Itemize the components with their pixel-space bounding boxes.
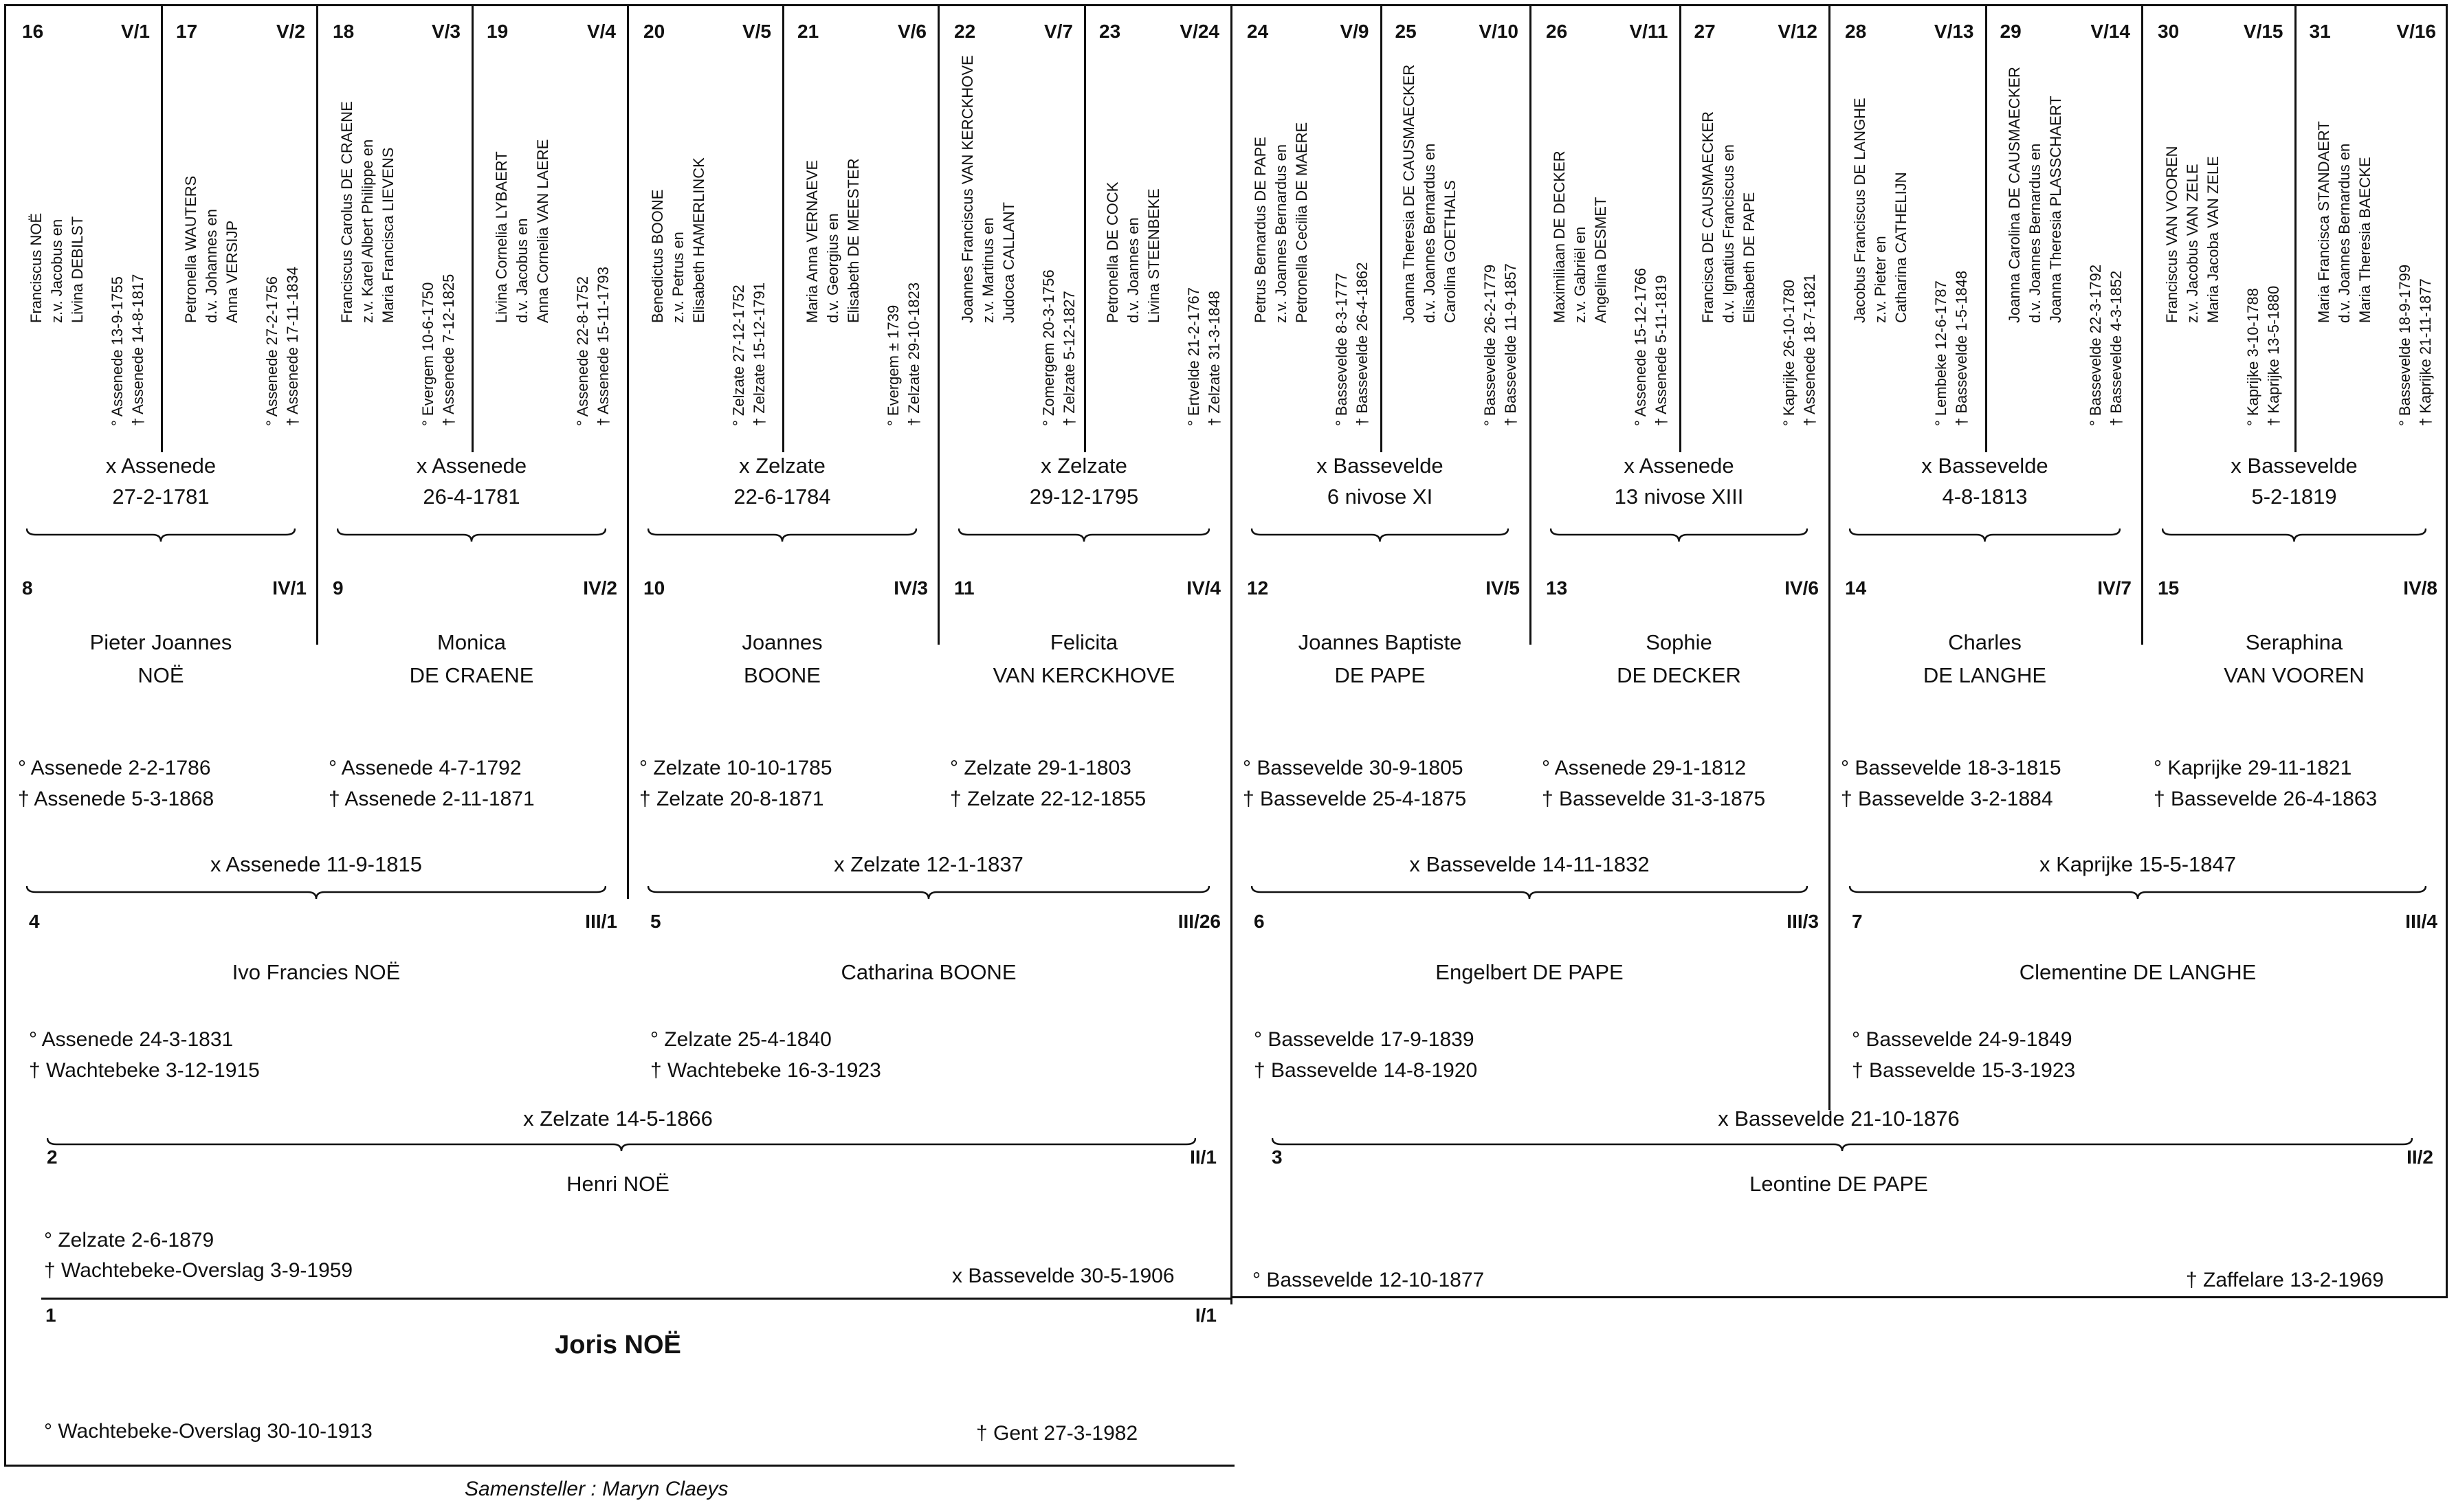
marriage-brace <box>26 528 296 543</box>
marriage-brace <box>1849 885 2426 900</box>
half-divider <box>1985 5 1987 452</box>
ancestor-life-event: † Assenede 14-8-1817 <box>129 274 147 426</box>
ancestor-code: IV/7 <box>2097 577 2132 599</box>
proband-number: 1 <box>45 1304 56 1326</box>
ancestor-number: 23 <box>1099 21 1121 42</box>
ancestor-surname: DE DECKER <box>1617 663 1741 687</box>
ancestor-death: † Bassevelde 31-3-1875 <box>1542 788 1766 810</box>
ancestor-number: 21 <box>797 21 819 42</box>
ancestor-life-event: † Assenede 17-11-1834 <box>283 267 301 426</box>
ancestor-code: V/16 <box>2396 21 2436 42</box>
ancestor-name-line: Elisabeth DE MEESTER <box>844 158 862 323</box>
ancestor-number: 19 <box>487 21 509 42</box>
marriage-date: 6 nivose XI <box>1327 485 1433 509</box>
ancestor-code: V/24 <box>1180 21 1219 42</box>
ancestor-life-event: ° Ertvelde 21-2-1767 <box>1185 287 1203 426</box>
ancestor-code: V/12 <box>1778 21 1817 42</box>
ancestor-name-line: Anna VERSIJP <box>223 220 241 323</box>
ancestor-code: III/3 <box>1786 911 1819 932</box>
ancestor-name-line: z.v. Gabriël en <box>1571 226 1589 323</box>
ancestor-life-event: ° Assenede 15-12-1766 <box>1632 267 1650 426</box>
ancestor-death: † Bassevelde 25-4-1875 <box>1243 788 1467 810</box>
ancestor-code: III/4 <box>2405 911 2437 932</box>
marriage-event: x Assenede 11-9-1815 <box>210 852 422 876</box>
ancestor-number: 27 <box>1694 21 1716 42</box>
column-divider <box>938 5 940 645</box>
ancestor-first-name: Felicita <box>1050 630 1118 654</box>
ancestor-life-event: † Zelzate 31-3-1848 <box>1206 291 1224 426</box>
ancestor-name-line: Livina Cornelia LYBAERT <box>492 151 510 323</box>
ancestor-name-line: Catharina CATHELIJN <box>1892 172 1910 323</box>
frame-top <box>4 4 2448 6</box>
ancestor-life-event: † Kaprijke 21-11-1877 <box>2416 278 2434 426</box>
ancestor-name-line: Franciscus Carolus DE CRAENE <box>338 101 356 323</box>
ancestor-code: IV/6 <box>1784 577 1819 599</box>
ancestor-surname: DE LANGHE <box>1923 663 2047 687</box>
marriage-place: x Bassevelde <box>1921 454 2048 478</box>
proband-birth: ° Wachtebeke-Overslag 30-10-1913 <box>44 1420 373 1443</box>
compiler-credit: Samensteller : Maryn Claeys <box>465 1478 729 1500</box>
ancestor-name-line: Maximiliaan DE DECKER <box>1551 151 1569 323</box>
ancestor-number: 7 <box>1852 911 1863 932</box>
ancestor-name-line: z.v. Joannes Bernardus en <box>1272 144 1290 323</box>
ancestor-name-line: d.v. Johannes en <box>202 209 220 323</box>
ancestor-number: 15 <box>2158 577 2180 599</box>
ancestor-number: 2 <box>47 1146 58 1168</box>
ancestor-life-event: † Zelzate 15-12-1791 <box>751 282 768 426</box>
proband-code: I/1 <box>1195 1304 1217 1326</box>
ancestor-surname: BOONE <box>744 663 821 687</box>
ancestor-number: 31 <box>2309 21 2331 42</box>
ancestor-name-line: Petronella WAUTERS <box>181 175 199 323</box>
ancestor-death: † Bassevelde 14-8-1920 <box>1254 1059 1478 1082</box>
frame-left <box>4 4 6 1467</box>
ancestor-first-name: Charles <box>1948 630 2022 654</box>
ancestor-name-line: d.v. Joannes Bernardus en <box>2335 143 2353 323</box>
ancestor-first-name: Pieter Joannes <box>89 630 232 654</box>
half-divider <box>782 5 784 452</box>
marriage-event: x Bassevelde 14-11-1832 <box>1409 852 1650 876</box>
ancestor-name-line: Elisabeth DE PAPE <box>1740 192 1758 323</box>
ancestor-surname: NOË <box>137 663 184 687</box>
marriage-brace <box>648 528 917 543</box>
ancestor-name-line: Livina DEBILST <box>69 216 87 323</box>
ancestor-number: 22 <box>954 21 976 42</box>
ancestor-life-event: ° Zomergem 20-3-1756 <box>1039 269 1057 426</box>
ancestor-number: 16 <box>22 21 44 42</box>
ancestor-number: 11 <box>954 577 975 599</box>
marriage-brace <box>1272 1137 2413 1153</box>
marriage-brace <box>1849 528 2121 543</box>
ancestor-death: † Bassevelde 3-2-1884 <box>1841 788 2053 810</box>
ancestor-birth: ° Bassevelde 18-3-1815 <box>1841 757 2061 779</box>
ancestor-name-line: z.v. Petrus en <box>670 232 687 323</box>
ancestor-name-line: Francisca DE CAUSMAECKER <box>1699 111 1717 323</box>
half-divider <box>1084 5 1086 452</box>
ancestor-code: III/1 <box>585 911 617 932</box>
ancestor-birth: ° Zelzate 25-4-1840 <box>650 1028 832 1051</box>
ancestor-number: 14 <box>1845 577 1867 599</box>
ancestor-life-event: ° Bassevelde 18-9-1799 <box>2396 264 2413 426</box>
ancestor-first-name: Joannes Baptiste <box>1298 630 1462 654</box>
ancestor-life-event: ° Kaprijke 26-10-1780 <box>1780 279 1798 426</box>
ancestor-name-line: Petronella Cecilia DE MAERE <box>1293 122 1311 323</box>
ancestor-life-event: † Zelzate 29-10-1823 <box>905 282 922 426</box>
ancestor-name-line: z.v. Jacobus VAN ZELE <box>2183 164 2201 323</box>
ancestor-birth: ° Assenede 4-7-1792 <box>329 757 522 779</box>
ancestor-life-event: ° Bassevelde 26-2-1779 <box>1481 264 1499 426</box>
ancestor-surname: DE CRAENE <box>409 663 534 687</box>
ancestor-code: V/15 <box>2243 21 2283 42</box>
ancestor-name-line: Jacobus Franciscus DE LANGHE <box>1850 98 1868 323</box>
ancestor-death: † Zelzate 22-12-1855 <box>950 788 1147 810</box>
marriage-brace <box>1251 528 1509 543</box>
ancestor-death: † Wachtebeke-Overslag 3-9-1959 <box>44 1259 353 1282</box>
ancestor-name-line: Maria Francisca STANDAERT <box>2314 121 2332 323</box>
column-divider <box>1828 893 1830 1110</box>
ancestor-name-line: Joanna Carolina DE CAUSMAECKER <box>2006 67 2024 323</box>
ancestor-life-event: † Bassevelde 26-4-1862 <box>1353 262 1371 426</box>
gen1-separator <box>41 1298 1230 1300</box>
ancestor-name-line: d.v. Joannes Bernardus en <box>2026 143 2044 323</box>
column-divider <box>316 5 318 645</box>
ancestor-name: Clementine DE LANGHE <box>2019 960 2257 984</box>
ancestor-name-line: Joanna Theresia DE CAUSMAECKER <box>1400 64 1418 323</box>
ancestor-code: V/14 <box>2090 21 2130 42</box>
ancestor-code: V/6 <box>897 21 927 42</box>
ancestor-name: Henri NOË <box>566 1172 670 1196</box>
ancestor-code: IV/3 <box>894 577 928 599</box>
ancestor-first-name: Joannes <box>742 630 823 654</box>
ancestor-name-line: Joannes Franciscus VAN KERCKHOVE <box>958 55 976 323</box>
ancestor-name-line: Petrus Bernardus DE PAPE <box>1252 136 1270 323</box>
marriage-place: x Assenede <box>1624 454 1734 478</box>
ancestor-surname: DE PAPE <box>1334 663 1426 687</box>
ancestor-name-line: d.v. Georgius en <box>823 213 841 323</box>
ancestor-birth: ° Bassevelde 12-10-1877 <box>1252 1269 1485 1291</box>
ancestor-name-line: Maria Theresia BAECKE <box>2356 157 2374 323</box>
half-divider <box>472 5 474 452</box>
ancestor-name-line: Joanna Theresia PLASSCHAERT <box>2047 96 2065 323</box>
ancestor-number: 6 <box>1254 911 1265 932</box>
ancestor-code: III/26 <box>1177 911 1221 932</box>
ancestor-number: 18 <box>333 21 355 42</box>
ancestor-number: 25 <box>1395 21 1417 42</box>
ancestor-code: V/4 <box>586 21 616 42</box>
marriage-date: 4-8-1813 <box>1942 485 2028 509</box>
ancestor-life-event: ° Bassevelde 8-3-1777 <box>1333 273 1351 426</box>
ancestor-number: 20 <box>643 21 665 42</box>
ancestor-name-line: Franciscus VAN VOOREN <box>2162 146 2180 323</box>
ancestor-name-line: d.v. Joannes Bernardus en <box>1421 143 1439 323</box>
marriage-place: x Zelzate <box>1041 454 1127 478</box>
ancestor-life-event: ° Assenede 22-8-1752 <box>573 276 591 426</box>
ancestor-birth: ° Bassevelde 30-9-1805 <box>1243 757 1463 779</box>
ancestor-death: † Assenede 2-11-1871 <box>329 788 535 810</box>
ancestor-number: 5 <box>650 911 661 932</box>
ancestor-name-line: Benedictus BOONE <box>649 189 667 323</box>
ancestor-name-line: Judoca CALLANT <box>999 201 1017 323</box>
ancestor-name-line: z.v. Pieter en <box>1871 236 1889 323</box>
ancestor-birth: ° Zelzate 10-10-1785 <box>639 757 832 779</box>
proband-name: Joris NOË <box>555 1331 681 1359</box>
ancestor-birth: ° Assenede 24-3-1831 <box>29 1028 234 1051</box>
ancestor-death: † Wachtebeke 16-3-1923 <box>650 1059 881 1082</box>
ancestor-first-name: Monica <box>437 630 506 654</box>
ancestor-code: V/9 <box>1340 21 1369 42</box>
half-divider <box>1380 5 1382 452</box>
ancestor-number: 3 <box>1272 1146 1283 1168</box>
marriage-brace <box>1251 885 1808 900</box>
ancestor-name-line: Maria Francisca LIEVENS <box>379 147 397 323</box>
ancestor-death: † Bassevelde 15-3-1923 <box>1852 1059 2076 1082</box>
ancestor-code: V/11 <box>1629 21 1668 42</box>
marriage-event: x Kaprijke 15-5-1847 <box>2039 852 2237 876</box>
ancestor-marriage: x Bassevelde 30-5-1906 <box>952 1265 1175 1287</box>
half-divider <box>161 5 163 452</box>
ancestor-death: † Zaffelare 13-2-1969 <box>2186 1269 2384 1291</box>
ancestor-name: Engelbert DE PAPE <box>1435 960 1624 984</box>
ancestor-code: IV/4 <box>1186 577 1221 599</box>
marriage-event: x Zelzate 12-1-1837 <box>834 852 1024 876</box>
ancestor-surname: VAN KERCKHOVE <box>993 663 1175 687</box>
ancestor-code: V/2 <box>276 21 305 42</box>
column-divider <box>2141 5 2143 645</box>
ancestor-life-event: † Assenede 5-11-1819 <box>1652 275 1670 426</box>
ancestor-name: Ivo Francies NOË <box>232 960 401 984</box>
ancestor-number: 24 <box>1247 21 1269 42</box>
ancestor-number: 13 <box>1546 577 1568 599</box>
ancestor-life-event: ° Kaprijke 3-10-1788 <box>2244 288 2261 426</box>
ancestor-number: 4 <box>29 911 40 932</box>
ancestor-life-event: † Bassevelde 11-9-1857 <box>1502 263 1520 426</box>
ancestor-life-event: ° Zelzate 27-12-1752 <box>730 285 748 426</box>
ancestor-life-event: ° Evergem 10-6-1750 <box>419 282 437 426</box>
ancestor-death: † Assenede 5-3-1868 <box>18 788 214 810</box>
ancestor-number: 26 <box>1546 21 1568 42</box>
ancestor-name-line: z.v. Karel Albert Philippe en <box>359 139 377 323</box>
ancestor-name-line: d.v. Joannes en <box>1125 217 1142 323</box>
ancestor-number: 9 <box>333 577 344 599</box>
marriage-place: x Zelzate <box>739 454 826 478</box>
marriage-event: x Bassevelde 21-10-1876 <box>1718 1107 1960 1131</box>
ancestor-birth: ° Assenede 2-2-1786 <box>18 757 211 779</box>
ancestor-name-line: Livina STEENBEKE <box>1145 188 1163 323</box>
ancestor-number: 12 <box>1247 577 1269 599</box>
half-divider <box>1679 5 1681 452</box>
marriage-date: 5-2-1819 <box>2251 485 2337 509</box>
ancestor-death: † Wachtebeke 3-12-1915 <box>29 1059 260 1082</box>
marriage-brace <box>958 528 1210 543</box>
ancestor-code: IV/2 <box>583 577 617 599</box>
ancestor-life-event: † Assenede 15-11-1793 <box>594 267 612 426</box>
ancestor-code: V/13 <box>1934 21 1974 42</box>
ancestor-life-event: ° Lembeke 12-6-1787 <box>1932 280 1949 426</box>
ancestor-code: IV/1 <box>272 577 307 599</box>
ancestor-code: V/5 <box>742 21 771 42</box>
ancestor-code: V/10 <box>1479 21 1518 42</box>
ancestor-number: 29 <box>2000 21 2022 42</box>
marriage-place: x Assenede <box>105 454 217 478</box>
marriage-place: x Bassevelde <box>2231 454 2358 478</box>
ancestor-number: 8 <box>22 577 33 599</box>
ancestor-code: IV/5 <box>1485 577 1520 599</box>
ancestor-life-event: ° Assenede 27-2-1756 <box>263 276 280 426</box>
ancestor-first-name: Sophie <box>1646 630 1712 654</box>
half-divider <box>2294 5 2297 452</box>
marriage-date: 13 nivose XIII <box>1614 485 1744 509</box>
ancestor-birth: ° Assenede 29-1-1812 <box>1542 757 1747 779</box>
ancestor-name-line: Anna Cornelia VAN LAERE <box>533 139 551 323</box>
ancestor-code: V/1 <box>120 21 150 42</box>
ancestor-name-line: d.v. Jacobus en <box>513 218 531 323</box>
marriage-place: x Assenede <box>416 454 527 478</box>
proband-death: † Gent 27-3-1982 <box>976 1422 1138 1445</box>
marriage-event: x Zelzate 14-5-1866 <box>523 1107 713 1131</box>
ancestor-number: 10 <box>643 577 665 599</box>
marriage-brace <box>337 528 606 543</box>
marriage-date: 22-6-1784 <box>733 485 831 509</box>
ancestor-name-line: z.v. Jacobus en <box>48 219 66 323</box>
ancestor-life-event: † Assenede 7-12-1825 <box>440 274 458 426</box>
ancestor-name-line: Maria Anna VERNAEVE <box>803 159 821 323</box>
frame-bottom-right <box>1230 1296 2448 1298</box>
marriage-brace <box>648 885 1210 900</box>
ancestor-life-event: † Kaprijke 13-5-1880 <box>2264 285 2282 426</box>
ancestor-life-event: ° Evergem ± 1739 <box>884 304 902 426</box>
ancestor-life-event: † Bassevelde 1-5-1848 <box>1952 270 1970 426</box>
ancestor-life-event: ° Bassevelde 22-3-1792 <box>2087 264 2105 426</box>
ancestor-life-event: † Bassevelde 4-3-1852 <box>2107 270 2125 426</box>
marriage-brace <box>1550 528 1808 543</box>
ancestor-birth: ° Kaprijke 29-11-1821 <box>2154 757 2352 779</box>
marriage-date: 29-12-1795 <box>1029 485 1139 509</box>
ancestor-name-line: Maria Jacoba VAN ZELE <box>2204 156 2222 323</box>
ancestor-name-line: Franciscus NOË <box>27 212 45 323</box>
ancestor-life-event: ° Assenede 13-9-1755 <box>109 276 126 426</box>
ancestor-code: V/3 <box>431 21 461 42</box>
marriage-brace <box>47 1137 1196 1153</box>
marriage-date: 26-4-1781 <box>423 485 520 509</box>
ancestor-death: † Zelzate 20-8-1871 <box>639 788 824 810</box>
ancestor-birth: ° Zelzate 29-1-1803 <box>950 757 1131 779</box>
marriage-brace <box>26 885 606 900</box>
ancestor-name: Leontine DE PAPE <box>1749 1172 1928 1196</box>
ancestor-code: IV/8 <box>2403 577 2437 599</box>
ancestor-code: V/7 <box>1043 21 1073 42</box>
ancestor-name-line: d.v. Ignatius Franciscus en <box>1720 144 1738 323</box>
ancestor-death: † Bassevelde 26-4-1863 <box>2154 788 2378 810</box>
marriage-place: x Bassevelde <box>1316 454 1443 478</box>
ancestor-name-line: Elisabeth HAMERLINCK <box>690 157 708 323</box>
ancestor-life-event: † Assenede 18-7-1821 <box>1801 274 1819 426</box>
ancestor-code: II/2 <box>2407 1146 2433 1168</box>
marriage-date: 27-2-1781 <box>112 485 210 509</box>
frame-bottom <box>4 1465 1235 1467</box>
ancestor-name: Catharina BOONE <box>841 960 1017 984</box>
column-divider <box>1529 5 1531 645</box>
ancestor-number: 17 <box>176 21 198 42</box>
ancestor-name-line: Angelina DESMET <box>1592 197 1610 323</box>
ancestor-name-line: Carolina GOETHALS <box>1441 180 1459 323</box>
ancestor-code: II/1 <box>1190 1146 1217 1168</box>
ancestor-birth: ° Bassevelde 24-9-1849 <box>1852 1028 2072 1051</box>
ancestor-first-name: Seraphina <box>2245 630 2343 654</box>
ancestor-birth: ° Bassevelde 17-9-1839 <box>1254 1028 1474 1051</box>
ancestor-birth: ° Zelzate 2-6-1879 <box>44 1229 214 1252</box>
ancestor-name-line: z.v. Martinus en <box>979 217 997 323</box>
ancestor-life-event: † Zelzate 5-12-1827 <box>1060 291 1078 426</box>
ancestor-number: 28 <box>1845 21 1867 42</box>
ancestor-name-line: Petronella DE COCK <box>1104 181 1122 323</box>
marriage-brace <box>2162 528 2426 543</box>
ancestor-number: 30 <box>2158 21 2180 42</box>
ancestor-surname: VAN VOOREN <box>2224 663 2365 687</box>
